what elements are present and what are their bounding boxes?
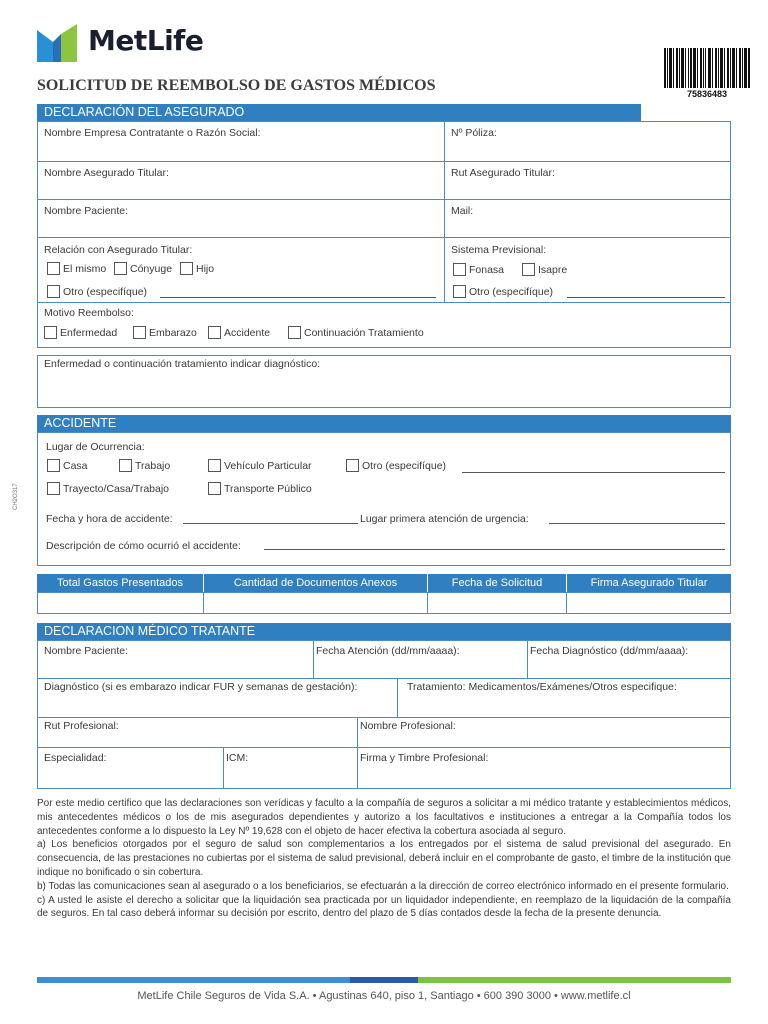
motivo-field-label: Motivo Reembolso: xyxy=(44,307,134,319)
fecha-hora-accidente-line[interactable] xyxy=(183,523,358,524)
checkbox-conyuge[interactable] xyxy=(114,262,172,275)
diagnostico-field-label: Enfermedad o continuación tratamiento indicar diagnóstico: xyxy=(44,358,321,370)
sistema-field-label: Sistema Previsional: xyxy=(451,244,547,256)
checkbox-label: Embarazo xyxy=(149,326,197,339)
empresa-field-label: Nombre Empresa Contratante o Razón Social: xyxy=(44,127,261,139)
checkbox-continuacion-tratamiento[interactable] xyxy=(288,326,424,339)
checkbox-hijo[interactable] xyxy=(180,262,214,275)
rut-titular-field-label: Rut Asegurado Titular: xyxy=(451,167,555,179)
column-divider xyxy=(527,640,528,678)
row-divider xyxy=(37,747,731,748)
column-divider xyxy=(357,717,358,789)
relacion-field-label: Relación con Asegurado Titular: xyxy=(44,244,193,256)
checkbox-label: Isapre xyxy=(538,263,568,276)
sistema-otro-line[interactable] xyxy=(567,297,725,298)
checkbox-square[interactable] xyxy=(453,263,466,276)
cell-divider xyxy=(566,592,567,614)
relacion-otro-line[interactable] xyxy=(160,297,436,298)
checkbox-square[interactable] xyxy=(208,482,221,495)
legal-paragraph-c: c) A usted le asiste el derecho a solicitar que la liquidación sea practicada por un liquidador independiente, en reemplazo de la liquidación de la compañía de seguros. En tal caso deberá informar su decisión por escrito, dentro del plazo de 5 días contados desde la fecha de la presente denuncia. xyxy=(37,894,731,920)
icm-label: ICM: xyxy=(226,752,249,764)
checkbox-fonasa[interactable] xyxy=(453,263,504,276)
checkbox-label: Vehículo Particular xyxy=(224,459,312,472)
checkbox-label: Otro (especifíque) xyxy=(362,459,447,472)
column-divider xyxy=(397,678,398,717)
checkbox-square[interactable] xyxy=(47,285,60,298)
checkbox-label: Cónyuge xyxy=(130,262,173,275)
checkbox-square[interactable] xyxy=(114,262,127,275)
table-header-fecha-solicitud: Fecha de Solicitud xyxy=(428,574,566,592)
checkbox-square[interactable] xyxy=(119,459,132,472)
row-divider xyxy=(37,302,731,303)
lugar-atencion-label: Lugar primera atención de urgencia: xyxy=(360,513,529,525)
row-divider xyxy=(37,161,731,162)
barcode-number: 75836483 xyxy=(686,89,728,99)
checkbox-sistema-otro[interactable] xyxy=(453,285,553,298)
accidente-otro-line[interactable] xyxy=(462,472,725,473)
mail-field-label: Mail: xyxy=(451,205,474,217)
table-header-firma-asegurado: Firma Asegurado Titular xyxy=(567,574,731,592)
checkbox-square[interactable] xyxy=(288,326,301,339)
side-form-code: CH2O317 xyxy=(13,483,19,510)
column-divider xyxy=(223,747,224,789)
checkbox-square[interactable] xyxy=(208,326,221,339)
checkbox-label: Fonasa xyxy=(469,263,505,276)
checkbox-square[interactable] xyxy=(44,326,57,339)
form-title: SOLICITUD DE REEMBOLSO DE GASTOS MÉDICOS xyxy=(37,77,436,94)
tratamiento-label: Tratamiento: Medicamentos/Exámenes/Otros especifique: xyxy=(407,681,677,693)
legal-text xyxy=(37,797,731,921)
section-header-accidente: ACCIDENTE xyxy=(37,415,731,432)
footer-bar-green xyxy=(418,977,731,983)
checkbox-casa[interactable] xyxy=(47,459,88,472)
checkbox-relacion-otro[interactable] xyxy=(47,285,147,298)
brand-name: MetLife xyxy=(88,24,204,57)
checkbox-square[interactable] xyxy=(47,262,60,275)
especialidad-label: Especialidad: xyxy=(44,752,107,764)
fecha-diagnostico-label: Fecha Diagnóstico (dd/mm/aaaa): xyxy=(530,645,689,657)
footer-contact-text: MetLife Chile Seguros de Vida S.A. • Agustinas 640, piso 1, Santiago • 600 390 3000 • www.metlife.cl xyxy=(137,990,631,1002)
cell-divider xyxy=(427,592,428,614)
checkbox-label: Hijo xyxy=(196,262,215,275)
footer-bar-dark-blue xyxy=(350,977,418,983)
rut-profesional-label: Rut Profesional: xyxy=(44,720,119,732)
checkbox-label: Otro (especifíque) xyxy=(63,285,148,298)
checkbox-embarazo[interactable] xyxy=(133,326,197,339)
checkbox-square[interactable] xyxy=(453,285,466,298)
checkbox-vehiculo-particular[interactable] xyxy=(208,459,312,472)
checkbox-accidente[interactable] xyxy=(208,326,270,339)
fecha-hora-accidente-label: Fecha y hora de accidente: xyxy=(46,513,173,525)
fecha-atencion-label: Fecha Atención (dd/mm/aaaa): xyxy=(316,645,460,657)
legal-paragraph-a: a) Los beneficios otorgados por el seguro de salud son complementarios a los entregados por el sistema de salud previsional del asegurado. En consecuencia, de las prestaciones no cubiertas por el sistema de salud previsional, deberá incluir en el comprobante de gasto, el timbre de la institución que indique no bonificado o sin cobertura. xyxy=(37,839,731,878)
row-divider xyxy=(37,199,731,200)
footer-bar-light-blue xyxy=(37,977,350,983)
descripcion-accidente-label: Descripción de cómo ocurrió el accidente: xyxy=(46,540,241,552)
table-header-cantidad-documentos: Cantidad de Documentos Anexos xyxy=(204,574,427,592)
medico-paciente-label: Nombre Paciente: xyxy=(44,645,129,657)
checkbox-square[interactable] xyxy=(47,482,60,495)
checkbox-isapre[interactable] xyxy=(522,263,567,276)
checkbox-label: Accidente xyxy=(224,326,271,339)
resumen-table-row xyxy=(37,592,731,614)
row-divider xyxy=(37,678,731,679)
descripcion-accidente-line[interactable] xyxy=(264,549,725,550)
checkbox-el-mismo[interactable] xyxy=(47,262,106,275)
checkbox-label: Trabajo xyxy=(135,459,171,472)
firma-timbre-label: Firma y Timbre Profesional: xyxy=(360,752,489,764)
checkbox-label: Casa xyxy=(63,459,88,472)
column-divider xyxy=(313,640,314,678)
checkbox-trabajo[interactable] xyxy=(119,459,170,472)
declaracion-medico-box xyxy=(37,640,731,789)
row-divider xyxy=(37,717,731,718)
legal-paragraph-b: b) Todas las comunicaciones sean al asegurado o a los beneficiarios, se efectuarán a la dirección de correo electrónico informado en el presente formulario. xyxy=(37,880,729,892)
checkbox-transporte-publico[interactable] xyxy=(208,482,312,495)
checkbox-accidente-otro[interactable] xyxy=(346,459,446,472)
checkbox-square[interactable] xyxy=(346,459,359,472)
barcode-image xyxy=(662,48,752,88)
lugar-atencion-line[interactable] xyxy=(549,523,725,524)
asegurado-titular-field-label: Nombre Asegurado Titular: xyxy=(44,167,169,179)
checkbox-square[interactable] xyxy=(522,263,535,276)
checkbox-label: El mismo xyxy=(63,262,107,275)
section-header-declaracion-medico: DECLARACION MÉDICO TRATANTE xyxy=(37,623,731,640)
row-divider xyxy=(37,237,731,238)
checkbox-trayecto[interactable] xyxy=(47,482,169,495)
checkbox-label: Continuación Tratamiento xyxy=(304,326,424,339)
checkbox-square[interactable] xyxy=(47,459,60,472)
metlife-logo-icon xyxy=(37,24,77,62)
table-header-total-gastos: Total Gastos Presentados xyxy=(37,574,203,592)
checkbox-square[interactable] xyxy=(180,262,193,275)
nombre-profesional-label: Nombre Profesional: xyxy=(360,720,456,732)
section-header-declaracion-asegurado: DECLARACIÓN DEL ASEGURADO xyxy=(37,104,641,121)
poliza-field-label: Nº Póliza: xyxy=(451,127,497,139)
legal-paragraph-certifico: Por este medio certifico que las declaraciones son verídicas y faculto a la compañía de seguros a solicitar a mi médico tratante y establecimientos médicos, mis antecedentes médicos o los de mis asegurados dependientes y autorizo a los facultativos e instituciones a entregar a la Compañía todos los antecedentes conforme a lo dispuesto la Ley Nº 19,628 con el objeto de hacer efectiva la cobertura asociada al seguro. xyxy=(37,798,731,837)
checkbox-label: Otro (especifíque) xyxy=(469,285,554,298)
checkbox-label: Transporte Público xyxy=(224,482,312,495)
checkbox-square[interactable] xyxy=(208,459,221,472)
cell-divider xyxy=(203,592,204,614)
checkbox-enfermedad[interactable] xyxy=(44,326,117,339)
column-divider xyxy=(444,121,445,302)
declaracion-asegurado-box xyxy=(37,121,731,348)
checkbox-label: Trayecto/Casa/Trabajo xyxy=(63,482,170,495)
checkbox-label: Enfermedad xyxy=(60,326,118,339)
medico-diagnostico-label: Diagnóstico (si es embarazo indicar FUR y semanas de gestación): xyxy=(44,681,358,693)
paciente-field-label: Nombre Paciente: xyxy=(44,205,129,217)
lugar-ocurrencia-label: Lugar de Ocurrencia: xyxy=(46,441,145,453)
checkbox-square[interactable] xyxy=(133,326,146,339)
